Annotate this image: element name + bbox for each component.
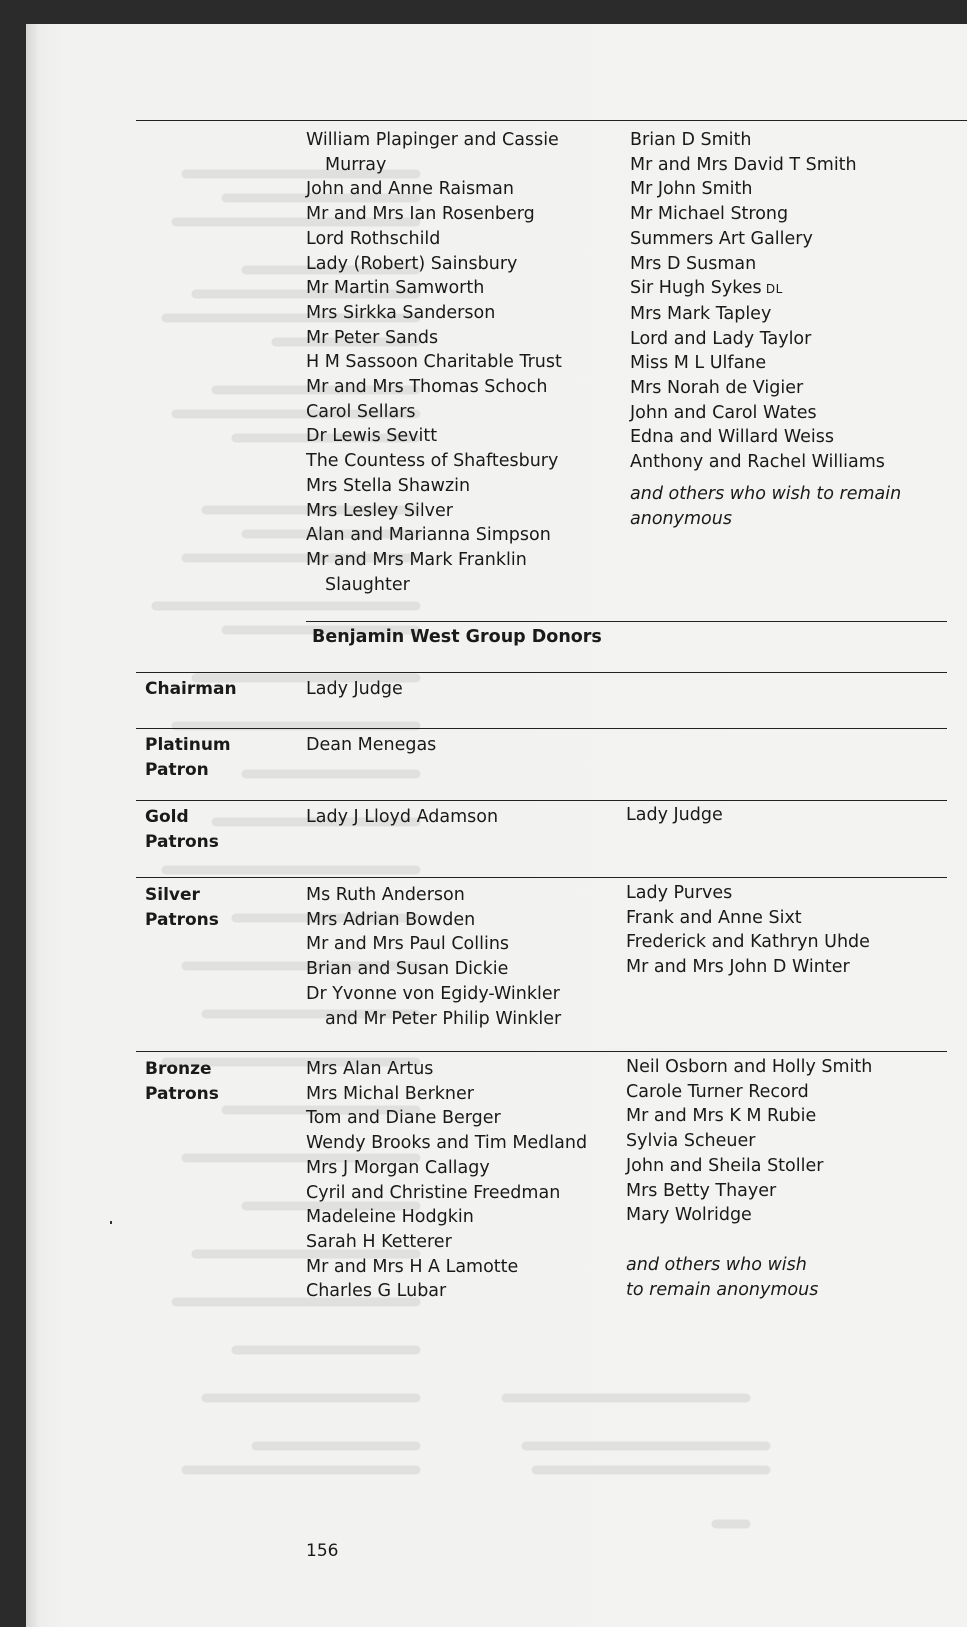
print-speck	[110, 1221, 112, 1224]
name-entry	[630, 327, 885, 352]
name-entry	[626, 1179, 872, 1204]
chairman-rule	[136, 728, 947, 729]
name-entry	[306, 326, 562, 351]
section-label-line: Chairman	[145, 679, 237, 699]
name-entry-line: Ms Ruth Anderson	[306, 885, 465, 905]
name-entry-line: Mary Wolridge	[626, 1205, 752, 1226]
name-entry-line: Mrs Michal Berkner	[306, 1083, 474, 1104]
platinum-name-list	[306, 733, 436, 758]
name-entry-line: Frank and Anne Sixt	[626, 907, 802, 928]
name-entry-line: Lady Judge	[306, 679, 403, 699]
name-entry-line: Lady Judge	[626, 805, 723, 825]
section-label-line: Patrons	[145, 1084, 219, 1104]
name-entry	[630, 351, 885, 376]
name-entry	[306, 301, 562, 326]
name-entry-line: Dr Yvonne von Egidy-Winkler	[306, 983, 560, 1004]
bronze-label	[145, 1057, 219, 1107]
name-entry	[626, 1080, 872, 1105]
name-entry-line: Mr John Smith	[630, 179, 753, 200]
name-entry-line: Lady J Lloyd Adamson	[306, 807, 499, 827]
name-entry	[626, 1104, 872, 1129]
bronze-right-name-list	[626, 1055, 872, 1228]
name-entry-line: Tom and Diane Berger	[306, 1108, 501, 1129]
name-entry-line: Sarah H Ketterer	[306, 1231, 452, 1252]
section-label-line: Patrons	[145, 832, 219, 852]
name-entry	[306, 733, 436, 758]
closing-line-1: and others who wish to remain	[630, 484, 902, 504]
name-entry	[306, 424, 562, 449]
name-entry	[306, 1279, 587, 1304]
bronze-closing-line-2: to remain anonymous	[626, 1279, 819, 1300]
platinum-rule	[136, 800, 947, 801]
name-entry	[630, 177, 885, 202]
name-entry	[306, 1082, 587, 1107]
name-entry	[626, 930, 870, 955]
name-entry	[306, 1230, 587, 1255]
name-entry	[306, 1106, 587, 1131]
name-entry	[306, 1255, 587, 1280]
silver-rule	[136, 1051, 947, 1052]
name-entry-line: Mrs D Susman	[630, 253, 757, 274]
name-entry-line: Lord Rothschild	[306, 228, 441, 249]
name-entry-line: Mrs Sirkka Sanderson	[306, 302, 496, 323]
name-entry-line: Carol Sellars	[306, 401, 416, 422]
name-entry-line: Mrs Adrian Bowden	[306, 909, 476, 930]
name-entry-line: Sylvia Scheuer	[626, 1131, 756, 1152]
name-entry-line: Dr Lewis Sevitt	[306, 426, 438, 447]
name-entry	[630, 401, 885, 426]
name-entry	[630, 202, 885, 227]
name-entry-line: Edna and Willard Weiss	[630, 427, 834, 448]
name-entry	[306, 449, 562, 474]
name-entry-line: Wendy Brooks and Tim Medland	[306, 1133, 588, 1154]
name-entry-line: Neil Osborn and Holly Smith	[626, 1057, 873, 1077]
name-entry-line: Mr and Mrs Thomas Schoch	[306, 377, 548, 398]
name-entry	[626, 803, 723, 828]
name-entry-line: Cyril and Christine Freedman	[306, 1182, 561, 1203]
name-entry	[306, 548, 562, 597]
page-number: 156	[306, 1541, 339, 1561]
name-entry-continued: and Mr Peter Philip Winkler	[325, 1008, 562, 1029]
name-entry	[630, 425, 885, 450]
name-entry-line: William Plapinger and Cassie	[306, 130, 559, 150]
name-entry-line: Charles G Lubar	[306, 1281, 447, 1302]
name-entry	[630, 252, 885, 277]
name-entry-line: Mrs Lesley Silver	[306, 500, 453, 521]
name-entry	[306, 276, 562, 301]
platinum-label	[145, 733, 231, 783]
name-entry	[306, 883, 561, 908]
name-entry	[630, 227, 885, 252]
name-entry-line: Mr and Mrs H A Lamotte	[306, 1256, 519, 1277]
name-entry-line: Mrs Mark Tapley	[630, 303, 772, 324]
name-entry-line: Mr Peter Sands	[306, 327, 439, 348]
section-label-line: Patrons	[145, 910, 219, 930]
honour-suffix: DL	[761, 282, 783, 297]
bronze-closing-note	[626, 1253, 818, 1302]
name-entry	[306, 677, 403, 702]
name-entry-line: Mr and Mrs Ian Rosenberg	[306, 204, 535, 225]
name-entry	[626, 955, 870, 980]
name-entry	[630, 376, 885, 401]
name-entry-line: Anthony and Rachel Williams	[630, 452, 885, 473]
name-entry-line: Frederick and Kathryn Uhde	[626, 932, 870, 953]
section-label-line: Platinum	[145, 735, 231, 755]
gold-right-name-list	[626, 803, 723, 828]
name-entry-line: H M Sassoon Charitable Trust	[306, 352, 562, 373]
name-entry	[306, 350, 562, 375]
name-entry	[626, 906, 870, 931]
name-entry-line: Miss M L Ulfane	[630, 353, 767, 374]
book-page	[26, 24, 967, 1627]
name-entry-line: Alan and Marianna Simpson	[306, 525, 551, 546]
section-label-line: Silver	[145, 885, 200, 905]
name-entry	[626, 881, 870, 906]
name-entry	[306, 474, 562, 499]
name-entry	[306, 202, 562, 227]
name-entry	[306, 805, 498, 830]
group-heading: Benjamin West Group Donors	[312, 627, 602, 647]
group-rule-bottom	[136, 672, 947, 673]
name-entry-line: John and Anne Raisman	[306, 179, 514, 200]
top-right-name-list	[630, 128, 885, 475]
name-entry-line: Mr and Mrs K M Rubie	[626, 1106, 817, 1127]
name-entry	[306, 400, 562, 425]
name-entry	[306, 1181, 587, 1206]
name-entry-line: Sir Hugh Sykes	[630, 278, 762, 299]
name-entry	[630, 128, 885, 153]
name-entry-line: Dean Menegas	[306, 735, 437, 755]
name-entry	[306, 957, 561, 982]
name-entry-line: Brian and Susan Dickie	[306, 959, 509, 980]
name-entry	[626, 1055, 872, 1080]
name-entry-line: Mr Michael Strong	[630, 204, 789, 225]
gold-left-name-list	[306, 805, 498, 830]
name-entry	[306, 1156, 587, 1181]
section-label-line: Gold	[145, 807, 189, 827]
name-entry-line: Mrs Alan Artus	[306, 1059, 434, 1079]
silver-label	[145, 883, 219, 933]
name-entry-line: Lady (Robert) Sainsbury	[306, 253, 518, 274]
silver-left-name-list	[306, 883, 561, 1031]
gold-label	[145, 805, 219, 855]
name-entry-continued: Slaughter	[325, 574, 410, 595]
name-entry-line: Summers Art Gallery	[630, 228, 813, 249]
section-label-line: Bronze	[145, 1059, 212, 1079]
name-entry	[306, 499, 562, 524]
top-right-closing-note	[630, 482, 901, 531]
name-entry-line: Mr Martin Samworth	[306, 278, 485, 299]
name-entry-line: Mrs Norah de Vigier	[630, 378, 804, 399]
name-entry	[626, 1129, 872, 1154]
name-entry-line: John and Carol Wates	[630, 402, 817, 423]
name-entry-line: Mrs Stella Shawzin	[306, 475, 471, 496]
name-entry	[306, 982, 561, 1031]
name-entry	[306, 375, 562, 400]
name-entry	[306, 128, 562, 177]
name-entry-line: John and Sheila Stoller	[626, 1155, 824, 1176]
name-entry-line: Brian D Smith	[630, 130, 752, 150]
name-entry-line: Mr and Mrs John D Winter	[626, 957, 850, 978]
name-entry-line: Lord and Lady Taylor	[630, 328, 812, 349]
name-entry-line: Mrs J Morgan Callagy	[306, 1157, 490, 1178]
section-label-line: Patron	[145, 760, 209, 780]
name-entry	[306, 177, 562, 202]
name-entry-line: The Countess of Shaftesbury	[306, 451, 559, 472]
bronze-left-name-list	[306, 1057, 587, 1304]
name-entry	[630, 302, 885, 327]
name-entry-line: Lady Purves	[626, 883, 733, 903]
top-left-name-list	[306, 128, 562, 597]
name-entry	[630, 276, 885, 302]
name-entry-line: Mr and Mrs Paul Collins	[306, 934, 510, 955]
name-entry	[306, 932, 561, 957]
name-entry-line: Mr and Mrs David T Smith	[630, 154, 857, 175]
name-entry	[306, 252, 562, 277]
name-entry	[306, 1131, 587, 1156]
name-entry	[306, 523, 562, 548]
gold-rule	[136, 877, 947, 878]
name-entry	[306, 1057, 587, 1082]
name-entry	[626, 1154, 872, 1179]
closing-line-2: anonymous	[630, 508, 732, 529]
name-entry-line: Carole Turner Record	[626, 1081, 809, 1102]
name-entry-continued: Murray	[325, 154, 387, 175]
name-entry	[306, 1205, 587, 1230]
name-entry	[630, 153, 885, 178]
silver-right-name-list	[626, 881, 870, 980]
name-entry	[626, 1203, 872, 1228]
group-rule-top	[306, 621, 947, 622]
name-entry-line: Mrs Betty Thayer	[626, 1180, 777, 1201]
chairman-label	[145, 677, 237, 702]
name-entry	[630, 450, 885, 475]
name-entry-line: Madeleine Hodgkin	[306, 1207, 474, 1228]
name-entry-line: Mr and Mrs Mark Franklin	[306, 549, 527, 570]
bronze-closing-line-1: and others who wish	[626, 1255, 807, 1275]
name-entry	[306, 227, 562, 252]
chairman-name-list	[306, 677, 403, 702]
name-entry	[306, 908, 561, 933]
top-rule	[136, 120, 967, 121]
